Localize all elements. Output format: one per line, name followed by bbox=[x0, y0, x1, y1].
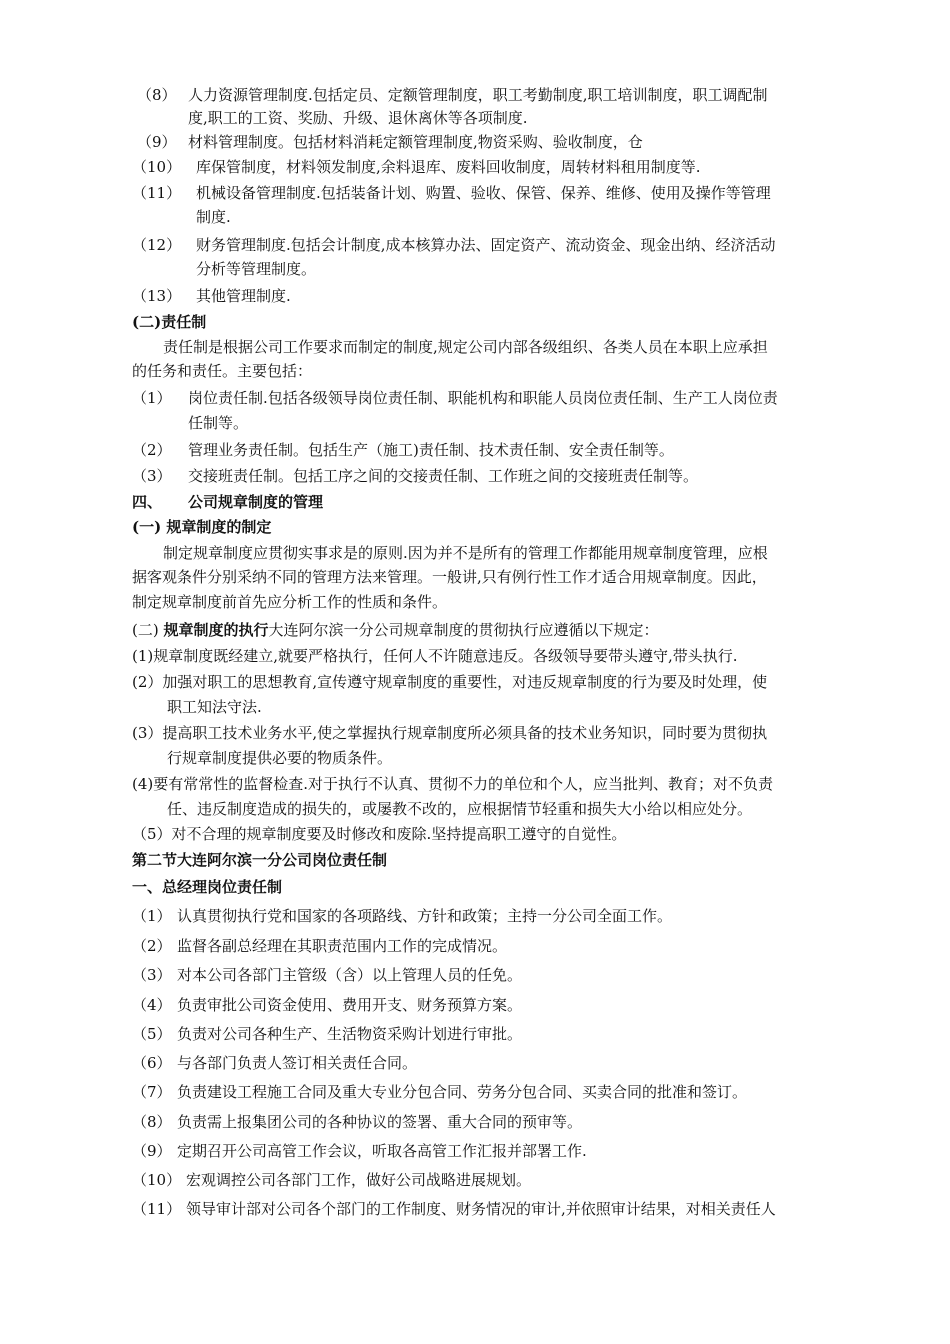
item-text: 度,职工的工资、奖励、升级、退休离休等各项制度. bbox=[188, 109, 528, 127]
duty-number: （5） bbox=[132, 1025, 172, 1043]
chapter-number: 四、 bbox=[132, 493, 163, 511]
duty-text: 定期召开公司高管工作会议，听取各高管工作汇报并部署工作. bbox=[177, 1142, 587, 1160]
subsection-line bbox=[132, 619, 659, 641]
duty-number: （4） bbox=[132, 996, 172, 1014]
section-heading: (二)责任制 bbox=[132, 313, 207, 331]
item-number: （10） bbox=[132, 158, 182, 176]
rule-text: (2）加强对职工的思想教育,宣传遵守规章制度的重要性，对违反规章制度的行为要及时处理，使 bbox=[132, 673, 768, 691]
item-text: 交接班责任制。包括工序之间的交接责任制、工作班之间的交接班责任制等。 bbox=[188, 467, 699, 485]
subsection-heading: 一、总经理岗位责任制 bbox=[132, 878, 283, 896]
duty-number: （3） bbox=[132, 966, 172, 984]
duty-text: 对本公司各部门主管级（含）以上管理人员的任免。 bbox=[177, 966, 523, 984]
paragraph-line: 责任制是根据公司工作要求而制定的制度,规定公司内部各级组织、各类人员在本职上应承担 bbox=[163, 338, 768, 356]
item-text: 制度. bbox=[196, 208, 231, 226]
rule-text: (3）提高职工技术业务水平,使之掌握执行规章制度所必须具备的技术业务知识，同时要为贯彻执 bbox=[132, 724, 768, 742]
paragraph-line: 据客观条件分别采纳不同的管理方法来管理。一般讲,只有例行性工作才适合用规章制度。因此， bbox=[132, 568, 767, 586]
item-text: 管理业务责任制。包括生产（施工)责任制、技术责任制、安全责任制等。 bbox=[188, 441, 674, 459]
paragraph-line: 制定规章制度应贯彻实事求是的原则.因为并不是所有的管理工作都能用规章制度管理，应根 bbox=[163, 544, 768, 562]
duty-number: （8） bbox=[132, 1113, 172, 1131]
duty-number: （7） bbox=[132, 1083, 172, 1101]
item-number: （1） bbox=[132, 389, 172, 407]
item-number: （2） bbox=[132, 441, 172, 459]
subsection-text: 大连阿尔滨一分公司规章制度的贯彻执行应遵循以下规定： bbox=[268, 621, 659, 639]
duty-text: 宏观调控公司各部门工作，做好公司战略进展规划。 bbox=[186, 1171, 532, 1189]
duty-number: （10） bbox=[132, 1171, 182, 1189]
section-heading: 第二节大连阿尔滨一分公司岗位责任制 bbox=[132, 851, 388, 869]
rule-text: (1)规章制度既经建立,就要严格执行，任何人不许随意违反。各级领导要带头遵守,带头执行. bbox=[132, 647, 738, 665]
item-text: 岗位责任制.包括各级领导岗位责任制、职能机构和职能人员岗位责任制、生产工人岗位责 bbox=[188, 389, 778, 407]
item-number: （11） bbox=[132, 184, 182, 202]
subsection-heading: 规章制度的执行 bbox=[163, 621, 269, 639]
item-text: 其他管理制度. bbox=[196, 287, 291, 305]
item-number: （12） bbox=[132, 236, 182, 254]
rule-text: 职工知法守法. bbox=[167, 698, 262, 716]
item-text: 任制等。 bbox=[188, 414, 249, 432]
duty-number: （11） bbox=[132, 1200, 182, 1218]
duty-text: 负责需上报集团公司的各种协议的签署、重大合同的预审等。 bbox=[177, 1113, 583, 1131]
duty-text: 负责建设工程施工合同及重大专业分包合同、劳务分包合同、买卖合同的批准和签订。 bbox=[177, 1083, 748, 1101]
rule-text: （5）对不合理的规章制度要及时修改和废除.坚持提高职工遵守的自觉性。 bbox=[132, 825, 627, 843]
chapter-heading: 公司规章制度的管理 bbox=[188, 493, 324, 511]
duty-text: 监督各副总经理在其职责范围内工作的完成情况。 bbox=[177, 937, 508, 955]
subsection-heading: (一) 规章制度的制定 bbox=[132, 518, 272, 536]
duty-number: （6） bbox=[132, 1054, 172, 1072]
rule-text: (4)要有常常性的监督检查.对于执行不认真、贯彻不力的单位和个人，应当批判、教育；对不负责 bbox=[132, 775, 774, 793]
item-text: 机械设备管理制度.包括装备计划、购置、验收、保管、保养、维修、使用及操作等管理 bbox=[196, 184, 771, 202]
item-text: 财务管理制度.包括会计制度,成本核算办法、固定资产、流动资金、现金出纳、经济活动 bbox=[196, 236, 776, 254]
duty-text: 负责对公司各种生产、生活物资采购计划进行审批。 bbox=[177, 1025, 523, 1043]
duty-number: （1） bbox=[132, 907, 172, 925]
item-text: 库保管制度，材料领发制度,余料退库、废料回收制度，周转材料租用制度等. bbox=[196, 158, 701, 176]
duty-text: 领导审计部对公司各个部门的工作制度、财务情况的审计,并依照审计结果，对相关责任人 bbox=[186, 1200, 776, 1218]
subsection-prefix: (二) bbox=[132, 621, 164, 639]
duty-text: 与各部门负责人签订相关责任合同。 bbox=[177, 1054, 418, 1072]
duty-number: （9） bbox=[132, 1142, 172, 1160]
item-text: 分析等管理制度。 bbox=[196, 260, 317, 278]
rule-text: 行规章制度提供必要的物质条件。 bbox=[167, 749, 393, 767]
duty-text: 负责审批公司资金使用、费用开支、财务预算方案。 bbox=[177, 996, 523, 1014]
item-text: 材料管理制度。包括材料消耗定额管理制度,物资采购、验收制度，仓 bbox=[188, 133, 643, 151]
item-number: （8） bbox=[137, 86, 177, 104]
rule-text: 任、违反制度造成的损失的，或屡教不改的，应根据情节轻重和损失大小给以相应处分。 bbox=[167, 800, 753, 818]
item-number: （9） bbox=[137, 133, 177, 151]
paragraph-line: 的任务和责任。主要包括： bbox=[132, 362, 313, 380]
duty-text: 认真贯彻执行党和国家的各项路线、方针和政策；主持一分公司全面工作。 bbox=[177, 907, 673, 925]
item-text: 人力资源管理制度.包括定员、定额管理制度，职工考勤制度,职工培训制度，职工调配制 bbox=[188, 86, 768, 104]
paragraph-line: 制定规章制度前首先应分析工作的性质和条件。 bbox=[132, 593, 448, 611]
duty-number: （2） bbox=[132, 937, 172, 955]
item-number: （13） bbox=[132, 287, 182, 305]
item-number: （3） bbox=[132, 467, 172, 485]
